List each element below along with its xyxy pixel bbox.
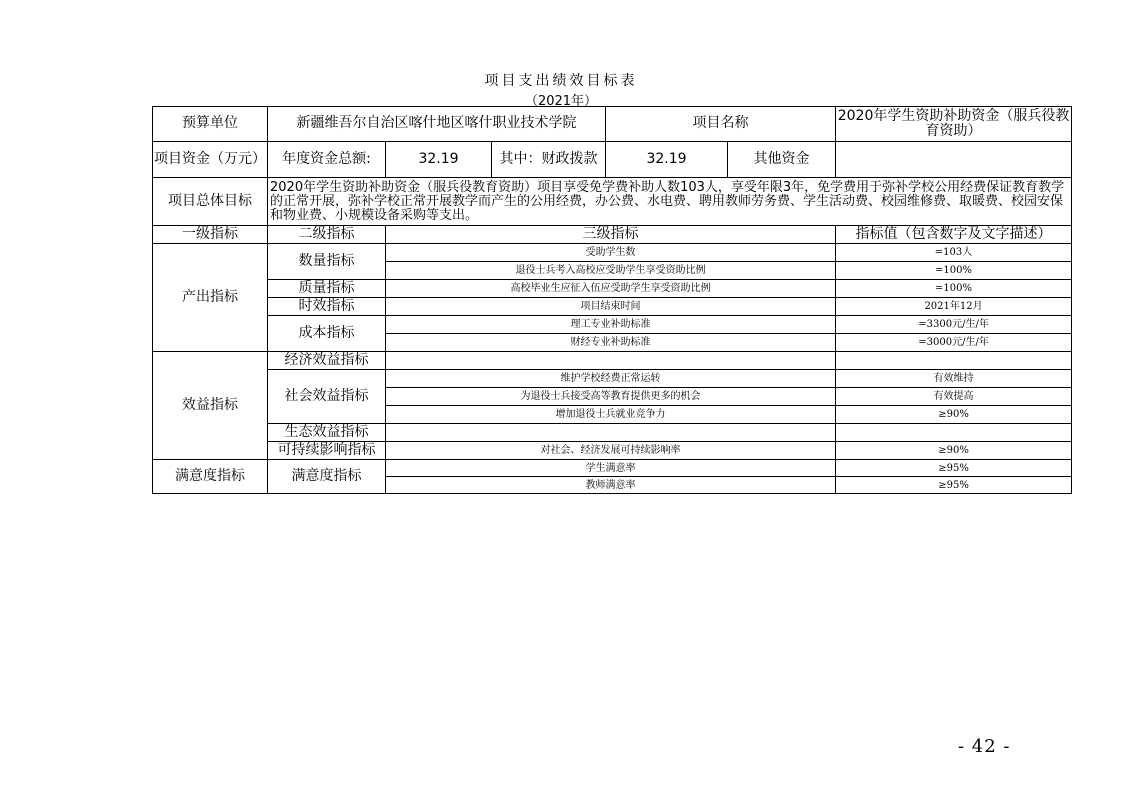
indicator-value: ≥90% — [836, 406, 1072, 424]
annual-total-label: 年度资金总额: — [268, 142, 386, 178]
indicator-value — [836, 424, 1072, 442]
indicator-name: 维护学校经费正常运转 — [386, 370, 836, 388]
level1-benefit: 效益指标 — [153, 352, 268, 460]
project-name-value: 2020年学生资助补助资金（服兵役教育资助） — [836, 107, 1072, 142]
indicator-value: =100% — [836, 262, 1072, 280]
indicator-name — [386, 424, 836, 442]
indicator-name — [386, 352, 836, 370]
level2-ecological: 生态效益指标 — [268, 424, 386, 442]
indicator-name: 受助学生数 — [386, 244, 836, 262]
other-funds-label: 其他资金 — [728, 142, 836, 178]
indicator-value: 有效提高 — [836, 388, 1072, 406]
project-funds-label: 项目资金（万元） — [153, 142, 268, 178]
budget-unit-value: 新疆维吾尔自治区喀什地区喀什职业技术学院 — [268, 107, 606, 142]
level2-timeliness: 时效指标 — [268, 298, 386, 316]
fiscal-funds-value: 32.19 — [606, 142, 728, 178]
document-year: （2021年） — [524, 94, 598, 109]
indicator-name: 增加退役士兵就业竞争力 — [386, 406, 836, 424]
level1-satisfaction: 满意度指标 — [153, 460, 268, 494]
project-name-label: 项目名称 — [606, 107, 836, 142]
column-level3: 三级指标 — [386, 226, 836, 244]
indicator-name: 项目结束时间 — [386, 298, 836, 316]
indicator-value: ≥90% — [836, 442, 1072, 460]
indicator-value: 2021年12月 — [836, 298, 1072, 316]
level2-sustainable: 可持续影响指标 — [268, 442, 386, 460]
page-number: - 42 - — [958, 736, 1011, 757]
indicator-value: =100% — [836, 280, 1072, 298]
fiscal-funds-label: 其中：财政拨款 — [492, 142, 606, 178]
indicator-value — [836, 352, 1072, 370]
indicator-value: =3300元/生/年 — [836, 316, 1072, 334]
indicator-value: =103人 — [836, 244, 1072, 262]
indicator-name: 教师满意率 — [386, 477, 836, 494]
indicator-name: 退役士兵考入高校应受助学生享受资助比例 — [386, 262, 836, 280]
other-funds-value — [836, 142, 1072, 178]
indicator-value: 有效维持 — [836, 370, 1072, 388]
indicator-name: 学生满意率 — [386, 460, 836, 477]
document-title: 项目支出绩效目标表 — [484, 73, 638, 89]
level1-output: 产出指标 — [153, 244, 268, 352]
performance-table — [152, 106, 1072, 494]
column-value: 指标值（包含数字及文字描述） — [836, 226, 1072, 244]
overall-goal-text: 2020年学生资助补助资金（服兵役教育资助）项目享受免学费补助人数103人，享受年限3年，免学费用于弥补学校公用经费保证教育教学的正常开展，弥补学校正常开展教学而产生的公用经费，办公费、水电费、聘用教师劳务费、学生活动费、校园维修费、取暖费、校园安保和物业费、小规模设备采购等支出。 — [268, 178, 1072, 226]
budget-unit-label: 预算单位 — [153, 107, 268, 142]
level2-quality: 质量指标 — [268, 280, 386, 298]
level2-social: 社会效益指标 — [268, 370, 386, 424]
column-level1: 一级指标 — [153, 226, 268, 244]
column-level2: 二级指标 — [268, 226, 386, 244]
indicator-name: 对社会、经济发展可持续影响率 — [386, 442, 836, 460]
indicator-name: 理工专业补助标准 — [386, 316, 836, 334]
indicator-name: 高校毕业生应征入伍应受助学生享受资助比例 — [386, 280, 836, 298]
annual-total-value: 32.19 — [386, 142, 492, 178]
level2-satisfaction: 满意度指标 — [268, 460, 386, 494]
overall-goal-label: 项目总体目标 — [153, 178, 268, 226]
level2-economic: 经济效益指标 — [268, 352, 386, 370]
indicator-name: 为退役士兵接受高等教育提供更多的机会 — [386, 388, 836, 406]
indicator-value: ≥95% — [836, 477, 1072, 494]
level2-quantity: 数量指标 — [268, 244, 386, 280]
indicator-value: =3000元/生/年 — [836, 334, 1072, 352]
indicator-name: 财经专业补助标准 — [386, 334, 836, 352]
level2-cost: 成本指标 — [268, 316, 386, 352]
indicator-value: ≥95% — [836, 460, 1072, 477]
